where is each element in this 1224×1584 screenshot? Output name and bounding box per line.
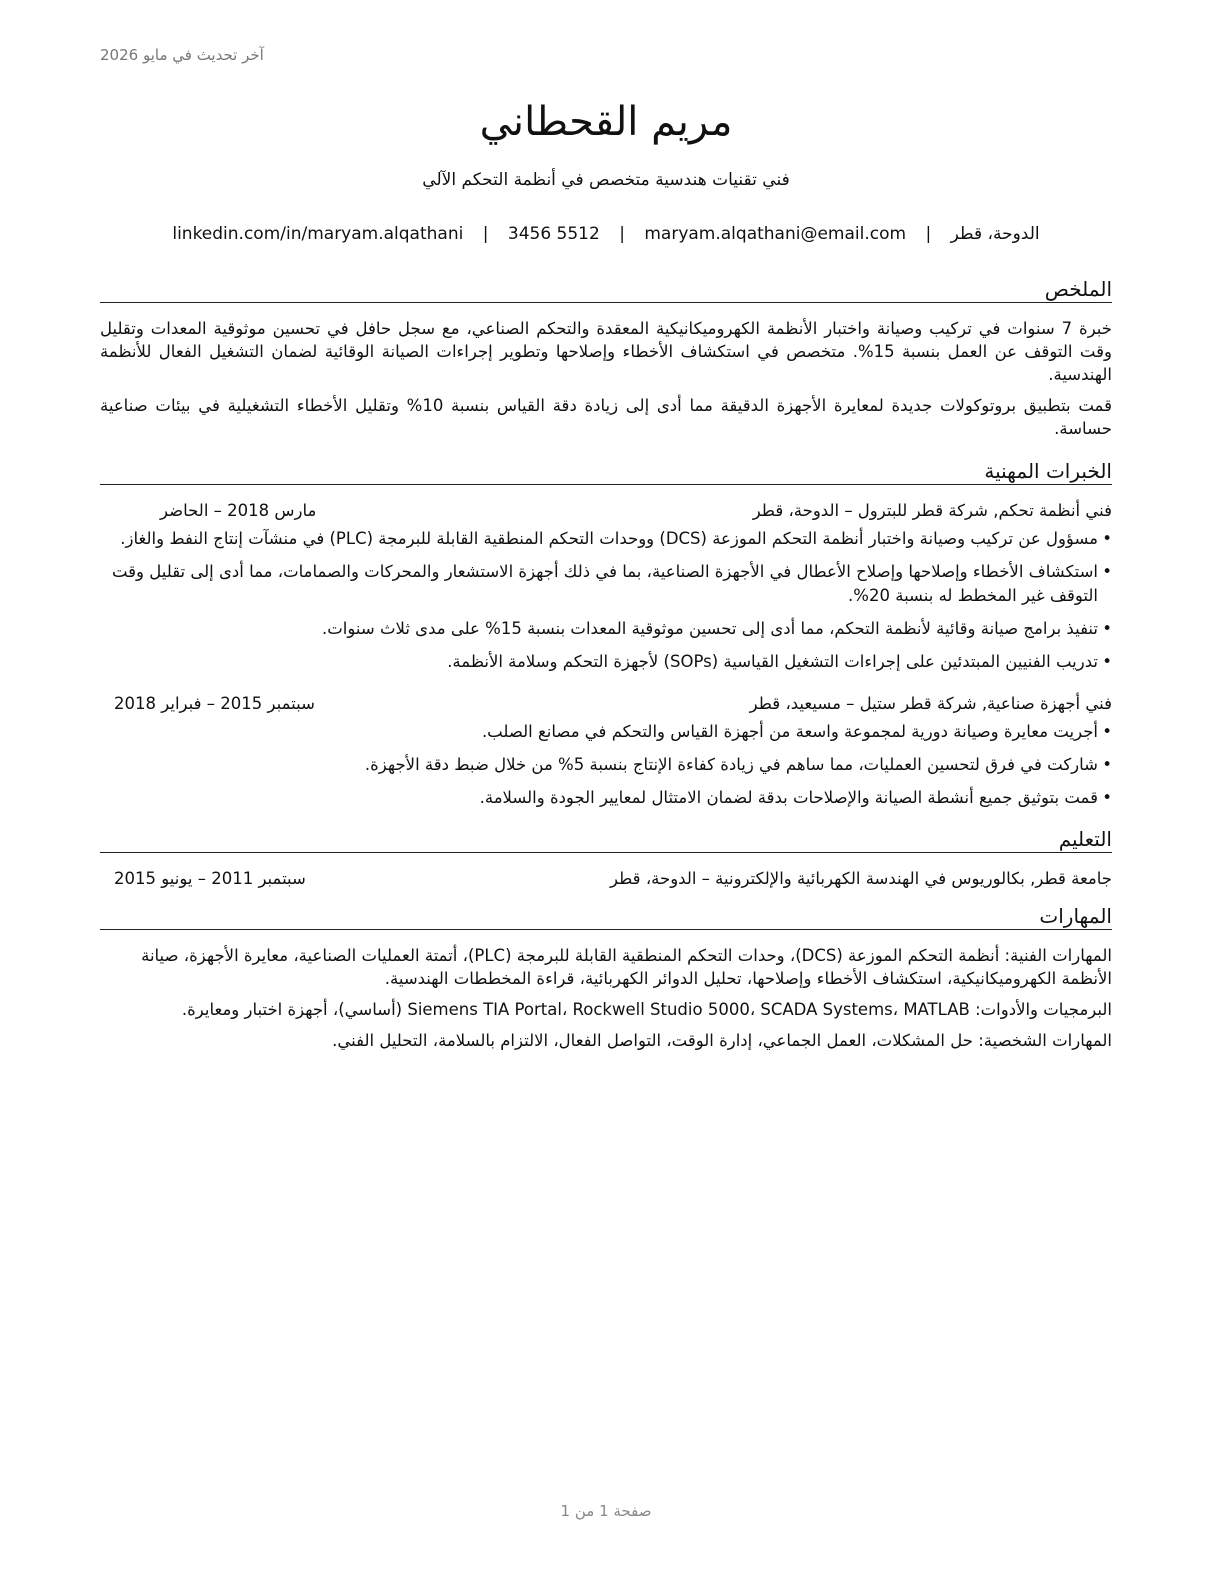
job-entry <box>100 692 1112 810</box>
contact-email[interactable]: maryam.alqathani@email.com <box>644 224 907 244</box>
resume-content <box>100 276 1112 1060</box>
summary-paragraph: خبرة 7 سنوات في تركيب وصيانة واختبار الأنظمة الكهروميكانيكية المعقدة والتحكم الصناعي، مع سجل حافل في تحسين موثوقية المعدات وتقليل وقت التوقف عن العمل بنسبة 15%. متخصص في استكشاف الأخطاء وإصلاحها وتطوير إجراءات الصيانة الوقائية لضمان التشغيل الفعال للأنظمة الهندسية. <box>100 319 1112 384</box>
skills-soft: المهارات الشخصية: حل المشكلات، العمل الجماعي، إدارة الوقت، التواصل الفعال، الالتزام بالسلامة، التحليل الفني. <box>332 1031 1112 1050</box>
job-bullet: • تنفيذ برامج صيانة وقائية لأنظمة التحكم، مما أدى إلى تحسين موثوقية المعدات بنسبة 15% على مدى ثلاث سنوات. <box>100 617 1112 641</box>
job-entry <box>100 499 1112 674</box>
contact-location: الدوحة، قطر <box>950 224 1040 244</box>
experience-heading: الخبرات المهنية <box>100 458 1112 485</box>
job-bullet: • مسؤول عن تركيب وصيانة واختبار أنظمة التحكم الموزعة (DCS) ووحدات التحكم المنطقية القابلة للبرمجة (PLC) في منشآت إنتاج النفط والغاز. <box>100 527 1112 551</box>
skills-heading: المهارات <box>100 903 1112 930</box>
skills-software: البرمجيات والأدوات: Siemens TIA Portal، Rockwell Studio 5000، SCADA Systems، MATLAB (أساسي)، أجهزة اختبار ومعايرة. <box>181 1000 1112 1019</box>
summary-section <box>100 276 1112 440</box>
education-dates: سبتمبر 2011 – يونيو 2015 <box>114 869 306 888</box>
job-header <box>100 692 1112 716</box>
contact-linkedin[interactable]: linkedin.com/in/maryam.alqathani <box>172 224 464 244</box>
experience-section <box>100 458 1112 810</box>
skills-section <box>100 903 1112 1052</box>
contact-separator: | <box>482 224 489 244</box>
education-section <box>100 826 1112 891</box>
summary-paragraph: قمت بتطبيق بروتوكولات جديدة لمعايرة الأجهزة الدقيقة مما أدى إلى زيادة دقة القياس بنسبة 10% وتقليل الأخطاء التشغيلية في بيئات صناعية حساسة. <box>100 396 1112 438</box>
resume-page <box>100 0 1112 1584</box>
job-title-company: فني أجهزة صناعية, شركة قطر ستيل – مسيعيد، قطر <box>749 694 1112 713</box>
contact-phone[interactable]: 3456 5512 <box>507 224 600 244</box>
job-bullet: • أجريت معايرة وصيانة دورية لمجموعة واسعة من أجهزة القياس والتحكم في مصانع الصلب. <box>100 720 1112 744</box>
job-bullet: • شاركت في فرق لتحسين العمليات، مما ساهم في زيادة كفاءة الإنتاج بنسبة 5% من خلال ضبط دقة الأجهزة. <box>100 753 1112 777</box>
last-updated-text: آخر تحديث في مايو 2026 <box>100 46 264 64</box>
contact-line <box>100 224 1112 244</box>
education-entry <box>100 867 1112 891</box>
contact-separator: | <box>619 224 625 244</box>
job-bullet: • قمت بتوثيق جميع أنشطة الصيانة والإصلاحات بدقة لضمان الامتثال لمعايير الجودة والسلامة. <box>100 786 1112 810</box>
job-bullet: • استكشاف الأخطاء وإصلاحها وإصلاح الأعطال في الأجهزة الصناعية، بما في ذلك أجهزة الاستشعار والمحركات والصمامات، مما أدى إلى تقليل وقت التوقف غير المخطط له بنسبة 20%. <box>100 560 1112 608</box>
job-title-company: فني أنظمة تحكم, شركة قطر للبترول – الدوحة، قطر <box>752 501 1112 520</box>
job-bullet: • تدريب الفنيين المبتدئين على إجراءات التشغيل القياسية (SOPs) لأجهزة التحكم وسلامة الأنظمة. <box>100 650 1112 674</box>
page-number: صفحة 1 من 1 <box>560 1502 652 1520</box>
job-header <box>100 499 1112 523</box>
candidate-name: مريم القحطاني <box>479 99 733 145</box>
contact-separator: | <box>925 224 932 244</box>
job-bullets <box>100 527 1112 674</box>
skills-technical: المهارات الفنية: أنظمة التحكم الموزعة (DCS)، وحدات التحكم المنطقية القابلة للبرمجة (PLC)، أتمتة العمليات الصناعية، معايرة الأجهزة، صيانة الأنظمة الكهروميكانيكية، استكشاف الأخطاء وإصلاحها، تحليل الدوائر الكهربائية، قراءة المخططات الهندسية. <box>141 946 1112 988</box>
education-degree: جامعة قطر, بكالوريوس في الهندسة الكهربائية والإلكترونية – الدوحة، قطر <box>610 869 1112 888</box>
candidate-job-title: فني تقنيات هندسية متخصص في أنظمة التحكم الآلي <box>422 170 790 190</box>
job-bullets <box>100 720 1112 810</box>
job-dates: مارس 2018 – الحاضر <box>160 501 317 520</box>
job-dates: سبتمبر 2015 – فبراير 2018 <box>114 694 315 713</box>
summary-heading: الملخص <box>100 276 1112 303</box>
education-heading: التعليم <box>100 826 1112 853</box>
